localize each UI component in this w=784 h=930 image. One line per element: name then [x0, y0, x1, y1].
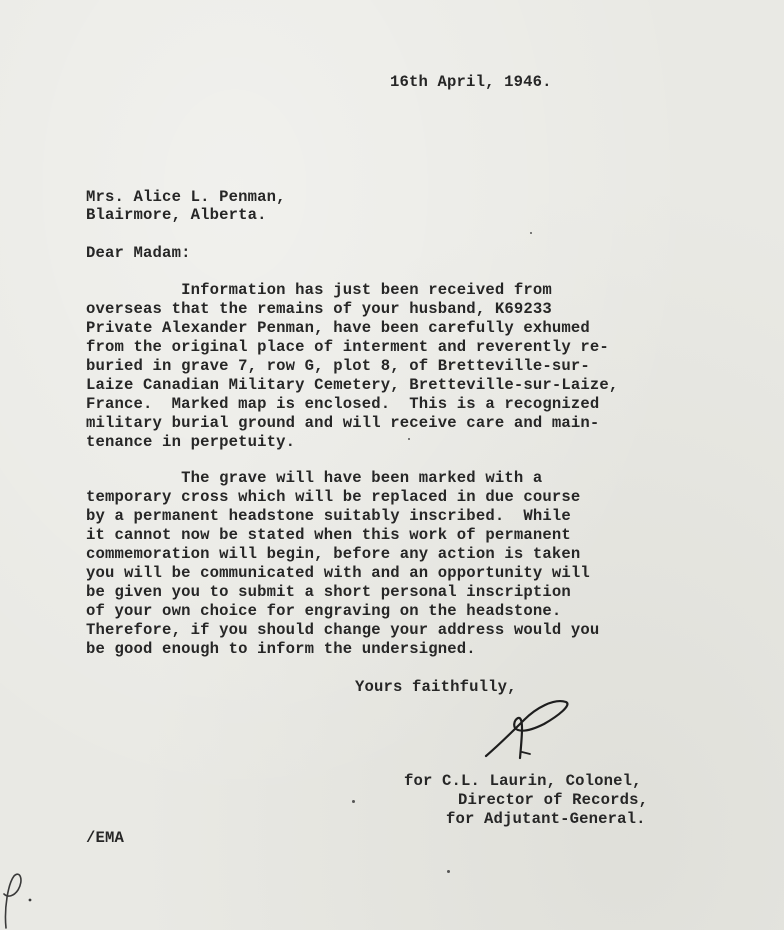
handwritten-signature: [478, 696, 574, 766]
salutation: Dear Madam:: [86, 244, 191, 262]
paragraph-line: France. Marked map is enclosed. This is a recognized: [86, 395, 600, 413]
paragraph-line: Private Alexander Penman, have been carefully exhumed: [86, 319, 590, 337]
paragraph-line: temporary cross which will be replaced in due course: [86, 488, 581, 506]
paragraph-line: buried in grave 7, row G, plot 8, of Bretteville-sur-: [86, 357, 590, 375]
recipient-name: Mrs. Alice L. Penman,: [86, 188, 286, 206]
paper-speck: [530, 232, 532, 234]
paragraph-line: of your own choice for engraving on the headstone.: [86, 602, 562, 620]
paragraph-line: Information has just been received from: [86, 281, 552, 299]
paragraph-line: be good enough to inform the undersigned.: [86, 640, 476, 658]
closing: Yours faithfully,: [355, 678, 517, 696]
body-paragraph-2: [86, 469, 726, 659]
signature-title: Director of Records,: [458, 791, 649, 809]
paragraph-line: you will be communicated with and an opportunity will: [86, 564, 590, 582]
paragraph-line: The grave will have been marked with a: [86, 469, 543, 487]
paragraph-line: from the original place of interment and reverently re-: [86, 338, 609, 356]
paragraph-line: it cannot now be stated when this work of permanent: [86, 526, 571, 544]
paragraph-line: Therefore, if you should change your address would you: [86, 621, 600, 639]
paragraph-line: Laize Canadian Military Cemetery, Bretteville-sur-Laize,: [86, 376, 619, 394]
body-paragraph-1: [86, 281, 726, 452]
paragraph-line: commemoration will begin, before any action is taken: [86, 545, 581, 563]
paragraph-line: by a permanent headstone suitably inscribed. While: [86, 507, 571, 525]
paper-speck: [447, 870, 450, 873]
paragraph-line: overseas that the remains of your husband, K69233: [86, 300, 552, 318]
paragraph-line: tenance in perpetuity.: [86, 433, 296, 451]
paper-speck: [408, 438, 410, 440]
signature-office: for Adjutant-General.: [446, 810, 646, 828]
signature-name: for C.L. Laurin, Colonel,: [404, 772, 642, 790]
recipient-place: Blairmore, Alberta.: [86, 206, 267, 224]
margin-pencil-mark: [0, 858, 40, 930]
paragraph-line: be given you to submit a short personal inscription: [86, 583, 571, 601]
paragraph-line: military burial ground and will receive care and main-: [86, 414, 600, 432]
paper-speck: [352, 800, 355, 803]
reference-initials: /EMA: [86, 829, 125, 847]
letter-date: 16th April, 1946.: [390, 73, 552, 91]
